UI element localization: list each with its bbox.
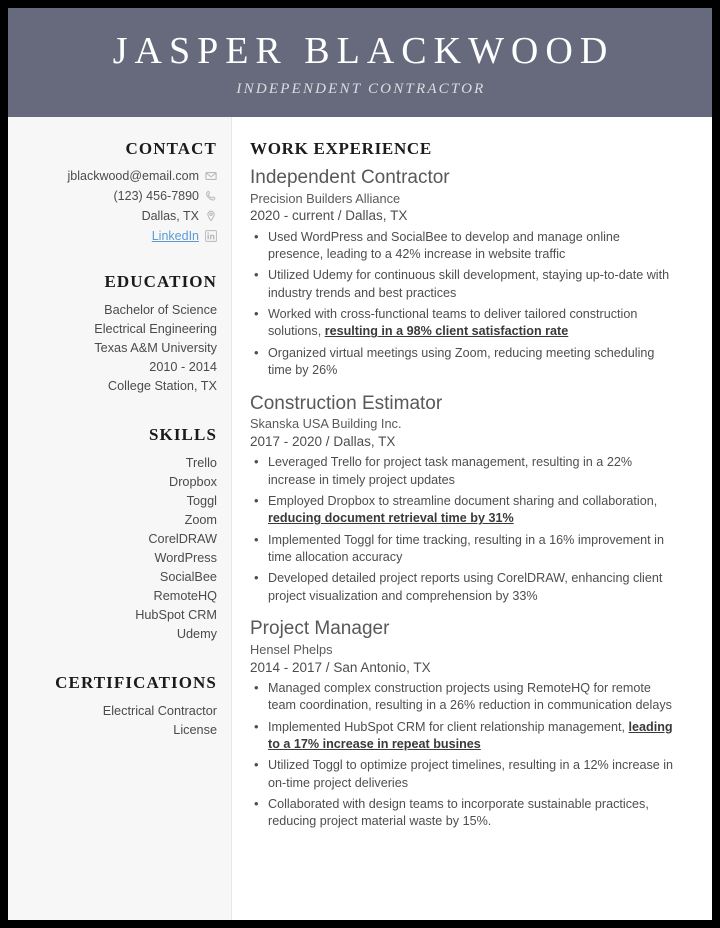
skill-item: Zoom (184, 512, 217, 527)
skills-heading: SKILLS (148, 424, 217, 444)
education-list (18, 301, 217, 396)
contact-list (18, 168, 217, 245)
bullet-text: Managed complex construction projects using RemoteHQ for remote team coordination, resulting in a 26% reduction in communication delays (268, 680, 672, 713)
skill-item: HubSpot CRM (135, 608, 217, 623)
job-bullet (250, 757, 678, 792)
contact-item-text: jblackwood@email.com (67, 169, 199, 183)
skill-item: Dropbox (169, 474, 217, 489)
education-line: College Station, TX (107, 378, 217, 393)
job-bullet (250, 532, 678, 567)
job-bullet-list (250, 680, 678, 831)
job-title: Project Manager (250, 618, 390, 640)
job-bullet (250, 680, 678, 715)
job-bullet (250, 345, 678, 380)
job-bullet (250, 493, 678, 528)
education-section (18, 272, 217, 396)
contact-item (18, 188, 217, 205)
bullet-text: Utilized Udemy for continuous skill development, staying up-to-date with industry trends and best practices (268, 268, 670, 300)
job-bullet (250, 570, 678, 605)
map-pin-icon (205, 210, 217, 222)
certifications-heading: CERTIFICATIONS (55, 673, 217, 693)
sidebar (8, 117, 232, 920)
bullet-highlight: reducing document retrieval time by 31% (268, 511, 514, 526)
candidate-name: JASPER BLACKWOOD (112, 29, 615, 72)
skill-item: Udemy (176, 627, 217, 642)
job-entry (250, 617, 678, 831)
bullet-highlight: leading to a 17% increase in repeat busines (268, 719, 673, 751)
education-line: 2010 - 2014 (149, 359, 217, 374)
bullet-highlight: resulting in a 98% client satisfaction rate (324, 324, 569, 339)
education-heading: EDUCATION (104, 271, 217, 291)
skill-item: Toggl (186, 493, 217, 508)
contact-item (18, 168, 217, 185)
linkedin-link[interactable]: LinkedIn (151, 228, 199, 243)
skill-item: WordPress (154, 550, 217, 565)
certifications-list (18, 702, 217, 740)
bullet-text: Developed detailed project reports using CorelDRAW, enhancing client project visualization and comprehension by 33% (268, 571, 663, 603)
job-bullet (250, 229, 678, 264)
resume-sheet (8, 8, 712, 920)
skill-item: SocialBee (159, 570, 217, 585)
contact-item[interactable] (18, 228, 217, 245)
job-bullet (250, 719, 678, 754)
envelope-icon (205, 170, 217, 182)
job-company: Hensel Phelps (250, 641, 333, 657)
bullet-text: Employed Dropbox to streamline document sharing and collaboration, (268, 493, 658, 508)
bullet-text: Used WordPress and SocialBee to develop and manage online presence, leading to a 42% increase in website traffic (268, 229, 620, 261)
bullet-text: Leveraged Trello for project task management, resulting in a 22% increase in timely project updates (268, 455, 633, 487)
job-company: Skanska USA Building Inc. (250, 416, 402, 432)
contact-item-text: Dallas, TX (141, 208, 199, 223)
main-column (232, 117, 712, 920)
education-line: Electrical Engineering (94, 321, 217, 336)
resume-body (8, 117, 712, 920)
bullet-text: Collaborated with design teams to incorporate sustainable practices, reducing project material waste by 15%. (268, 797, 649, 829)
job-dates-location: 2020 - current / Dallas, TX (250, 208, 408, 224)
contact-section (18, 139, 217, 245)
skill-item: RemoteHQ (153, 589, 217, 604)
skills-list (18, 454, 217, 644)
phone-icon (205, 190, 217, 202)
job-dates-location: 2017 - 2020 / Dallas, TX (250, 433, 396, 449)
certification-line: License (173, 723, 217, 738)
job-bullet-list (250, 454, 678, 605)
education-line: Texas A&M University (94, 340, 217, 355)
education-line: Bachelor of Science (104, 302, 217, 317)
job-bullet (250, 796, 678, 831)
certifications-section (18, 673, 217, 740)
certification-line: Electrical Contractor (102, 704, 217, 719)
skills-section (18, 425, 217, 644)
contact-item-text: (123) 456-7890 (113, 188, 199, 203)
bullet-text: Worked with cross-functional teams to deliver tailored construction solutions, (268, 307, 638, 339)
job-company: Precision Builders Alliance (250, 190, 401, 206)
contact-item (18, 208, 217, 225)
job-bullet (250, 306, 678, 341)
bullet-text: Implemented Toggl for time tracking, resulting in a 16% improvement in time allocation accuracy (268, 532, 664, 565)
skill-item: CorelDRAW (148, 531, 217, 546)
job-bullet-list (250, 229, 678, 380)
work-experience-heading: WORK EXPERIENCE (250, 139, 432, 158)
job-dates-location: 2014 - 2017 / San Antonio, TX (250, 659, 431, 675)
bullet-text: Utilized Toggl to optimize project timelines, resulting in a 12% increase in on-time project deliveries (268, 758, 674, 790)
job-title: Independent Contractor (250, 167, 450, 188)
linkedin-icon (205, 230, 217, 242)
job-bullet (250, 454, 678, 489)
bullet-text: Organized virtual meetings using Zoom, reducing meeting scheduling time by 26% (268, 345, 655, 378)
bullet-text: Implemented HubSpot CRM for client relationship management, (268, 719, 629, 734)
job-bullet (250, 267, 678, 302)
job-entry (250, 392, 678, 606)
contact-heading: CONTACT (125, 139, 217, 158)
job-title: Construction Estimator (250, 392, 443, 414)
resume-header-banner (8, 8, 712, 117)
candidate-job-title: INDEPENDENT CONTRACTOR (236, 81, 486, 98)
job-entry (250, 166, 678, 380)
skill-item: Trello (185, 455, 217, 470)
work-experience-list (250, 166, 678, 831)
